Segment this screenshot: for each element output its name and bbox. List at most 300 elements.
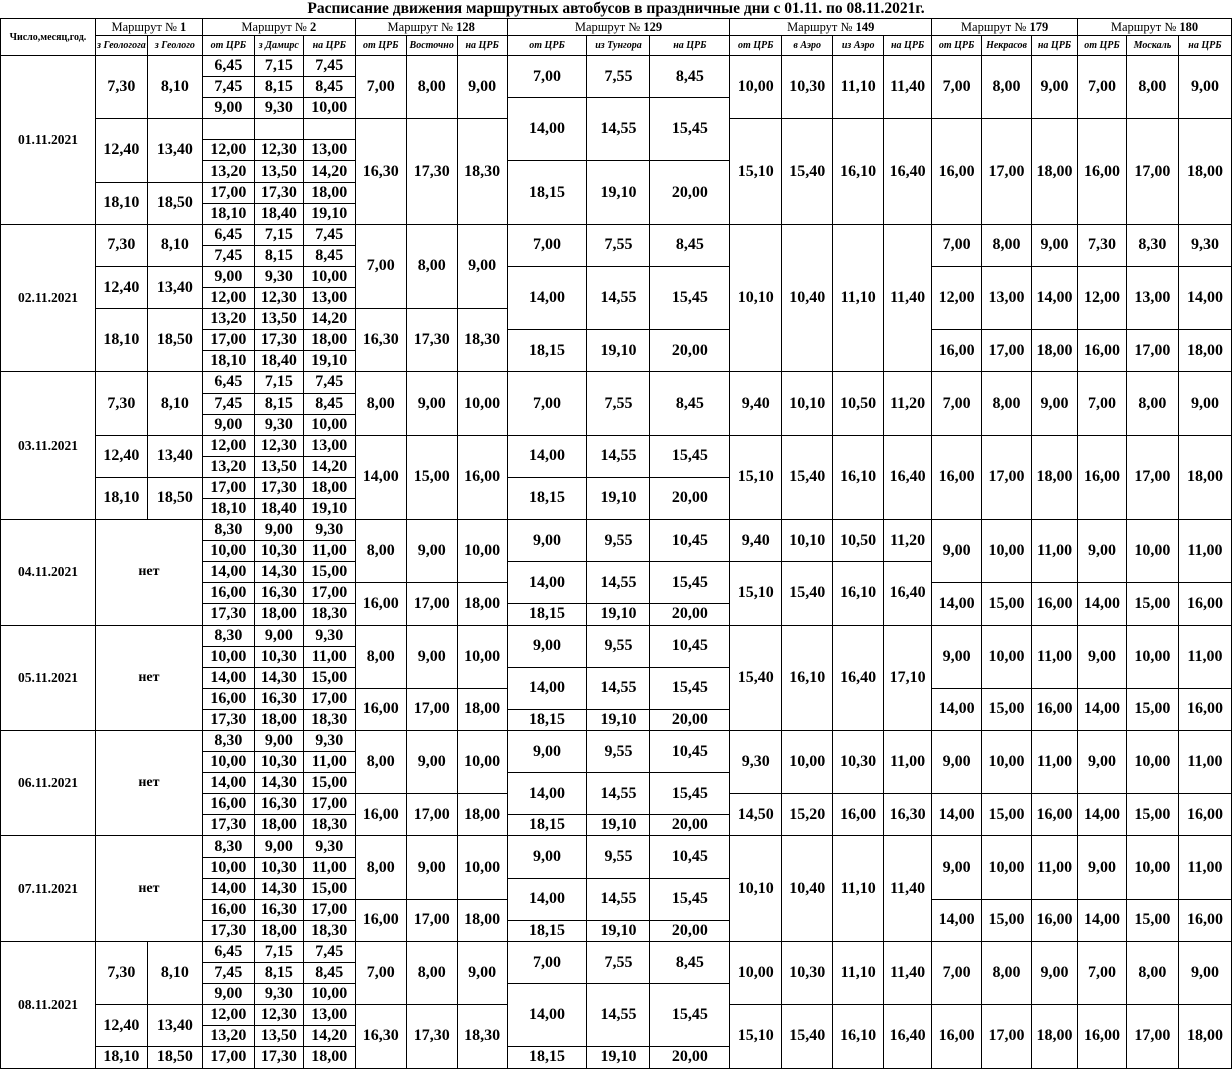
time-cell: 8,00 (355, 836, 406, 899)
time-cell: 10,00 (202, 752, 254, 773)
time-cell: 11,10 (833, 941, 884, 1004)
time-cell: 14,00 (507, 98, 587, 161)
time-cell: 12,40 (95, 435, 147, 477)
time-cell: 16,00 (1078, 119, 1127, 224)
route-header-180: Маршрут № 180 (1078, 19, 1232, 36)
time-cell: 9,00 (507, 836, 587, 878)
time-cell: 18,00 (1032, 435, 1078, 519)
time-cell: 18,00 (457, 688, 507, 730)
time-cell: 11,00 (303, 857, 355, 878)
stop-header: з Дамирс (254, 36, 303, 56)
time-cell: 11,10 (833, 224, 884, 372)
time-cell: 12,00 (202, 435, 254, 456)
time-cell: 18,00 (1178, 1005, 1231, 1068)
stop-header: от ЦРБ (932, 36, 982, 56)
time-cell: 9,55 (587, 731, 650, 773)
time-cell: 18,15 (507, 330, 587, 372)
time-cell: 12,40 (95, 119, 147, 182)
stop-header: из Аэро (833, 36, 884, 56)
time-cell: 9,00 (932, 520, 982, 583)
time-cell: 17,00 (982, 1005, 1032, 1068)
time-cell: 10,00 (202, 857, 254, 878)
time-cell: 15,45 (650, 878, 730, 920)
time-cell: 19,10 (303, 351, 355, 372)
time-cell: 9,00 (406, 836, 457, 899)
time-cell: 17,10 (884, 625, 932, 730)
time-cell: 7,15 (254, 372, 303, 393)
time-cell: 15,45 (650, 98, 730, 161)
time-cell: 10,00 (457, 731, 507, 794)
time-cell: 14,00 (507, 562, 587, 604)
time-cell: 9,00 (1032, 224, 1078, 266)
time-cell: 15,00 (406, 435, 457, 519)
time-cell: 9,30 (254, 414, 303, 435)
time-cell: 18,30 (303, 709, 355, 730)
time-cell: 14,55 (587, 773, 650, 815)
time-cell: 7,45 (303, 372, 355, 393)
time-cell: 20,00 (650, 815, 730, 836)
time-cell: 11,00 (884, 731, 932, 794)
time-cell: 13,50 (254, 1026, 303, 1047)
time-cell: 17,30 (406, 309, 457, 372)
time-cell: 16,00 (833, 794, 884, 836)
time-cell: 10,00 (303, 414, 355, 435)
time-cell: 20,00 (650, 330, 730, 372)
time-cell: 16,00 (355, 688, 406, 730)
time-cell: 16,40 (884, 119, 932, 224)
time-cell: 12,30 (254, 140, 303, 161)
time-cell: 16,00 (1078, 435, 1127, 519)
time-cell: 14,00 (202, 667, 254, 688)
time-cell: 17,00 (303, 583, 355, 604)
time-cell: 7,00 (507, 224, 587, 266)
time-cell: 7,00 (1078, 56, 1127, 119)
time-cell: 17,00 (1126, 119, 1178, 224)
stop-header: на ЦРБ (1032, 36, 1078, 56)
time-cell: 17,00 (202, 182, 254, 203)
time-cell: 16,10 (833, 562, 884, 625)
time-cell: 18,30 (457, 1005, 507, 1068)
time-cell: 12,00 (202, 1005, 254, 1026)
time-cell: 11,00 (303, 541, 355, 562)
time-cell: 14,30 (254, 878, 303, 899)
time-cell: 9,40 (730, 372, 782, 435)
time-cell: 10,30 (782, 56, 833, 119)
time-cell: 7,00 (932, 56, 982, 119)
time-cell: 14,20 (303, 161, 355, 182)
time-cell: 14,55 (587, 435, 650, 477)
time-cell: 20,00 (650, 604, 730, 625)
time-cell: 20,00 (650, 920, 730, 941)
date-cell: 05.11.2021 (1, 625, 96, 730)
route-header-2: Маршрут № 2 (202, 19, 355, 36)
stop-header: на ЦРБ (884, 36, 932, 56)
time-cell: 9,30 (254, 266, 303, 287)
time-cell: 9,30 (1178, 224, 1231, 266)
time-cell: 7,00 (932, 224, 982, 266)
time-cell: 7,00 (1078, 372, 1127, 435)
time-cell: 16,40 (884, 435, 932, 519)
time-cell: 8,45 (303, 963, 355, 984)
time-cell: 11,00 (1178, 731, 1231, 794)
time-cell: 11,20 (884, 520, 932, 562)
time-cell: 18,00 (1032, 119, 1078, 224)
time-cell: 8,30 (202, 836, 254, 857)
time-cell: 16,00 (932, 1005, 982, 1068)
time-cell: 10,00 (982, 625, 1032, 688)
time-cell: 15,00 (303, 667, 355, 688)
time-cell: 8,00 (1126, 372, 1178, 435)
time-cell: 8,00 (355, 372, 406, 435)
time-cell: 18,00 (1178, 119, 1231, 224)
time-cell: 18,00 (1032, 330, 1078, 372)
time-cell: 17,00 (982, 330, 1032, 372)
time-cell: 9,00 (457, 941, 507, 1004)
time-cell: 16,00 (1032, 688, 1078, 730)
time-cell: 14,00 (932, 794, 982, 836)
time-cell: 8,45 (303, 77, 355, 98)
time-cell: 18,40 (254, 351, 303, 372)
time-cell: 9,00 (1032, 56, 1078, 119)
schedule-table (0, 18, 1232, 1069)
time-cell: 16,00 (457, 435, 507, 519)
time-cell: 8,00 (982, 224, 1032, 266)
time-cell: 18,00 (303, 1047, 355, 1068)
time-cell: 20,00 (650, 1047, 730, 1068)
time-cell: 16,40 (884, 1005, 932, 1068)
no-service-cell: нет (95, 520, 202, 625)
time-cell: 11,00 (303, 752, 355, 773)
time-cell: 9,00 (202, 266, 254, 287)
time-cell: 14,20 (303, 1026, 355, 1047)
time-cell: 7,30 (1078, 224, 1127, 266)
time-cell: 14,00 (202, 562, 254, 583)
time-cell: 10,30 (254, 857, 303, 878)
time-cell: 18,15 (507, 815, 587, 836)
time-cell: 16,00 (1178, 794, 1231, 836)
time-cell: 17,00 (1126, 1005, 1178, 1068)
time-cell: 10,45 (650, 625, 730, 667)
time-cell: 13,50 (254, 456, 303, 477)
time-cell: 9,00 (507, 520, 587, 562)
time-cell: 7,45 (202, 393, 254, 414)
time-cell: 7,55 (587, 224, 650, 266)
time-cell: 13,20 (202, 456, 254, 477)
time-cell: 11,00 (1032, 731, 1078, 794)
time-cell: 7,30 (95, 372, 147, 435)
time-cell: 7,00 (355, 56, 406, 119)
time-cell: 8,00 (982, 372, 1032, 435)
time-cell: 9,30 (303, 625, 355, 646)
time-cell: 14,30 (254, 667, 303, 688)
time-cell: 16,00 (1032, 794, 1078, 836)
time-cell: 10,00 (303, 984, 355, 1005)
time-cell: 9,30 (730, 731, 782, 794)
time-cell: 7,00 (507, 372, 587, 435)
time-cell: 14,00 (932, 688, 982, 730)
time-cell: 17,00 (1126, 435, 1178, 519)
time-cell: 7,00 (932, 941, 982, 1004)
time-cell: 18,00 (1178, 330, 1231, 372)
route-header-1: Маршрут № 1 (95, 19, 202, 36)
time-cell: 10,00 (982, 836, 1032, 899)
time-cell: 15,10 (730, 435, 782, 519)
time-cell: 17,00 (202, 330, 254, 351)
time-cell: 20,00 (650, 161, 730, 224)
time-cell: 13,40 (147, 119, 202, 182)
time-cell: 15,10 (730, 119, 782, 224)
time-cell: 10,00 (982, 731, 1032, 794)
time-cell: 17,00 (406, 583, 457, 625)
time-cell: 18,10 (202, 203, 254, 224)
time-cell: 9,00 (1178, 372, 1231, 435)
time-cell: 9,00 (1078, 625, 1127, 688)
time-cell: 14,00 (1078, 583, 1127, 625)
time-cell: 9,00 (507, 625, 587, 667)
time-cell: 17,00 (202, 1047, 254, 1068)
time-cell: 16,00 (202, 688, 254, 709)
time-cell: 14,00 (507, 266, 587, 329)
time-cell: 10,00 (303, 266, 355, 287)
time-cell: 12,30 (254, 1005, 303, 1026)
date-cell: 06.11.2021 (1, 731, 96, 836)
stop-header: от ЦРБ (355, 36, 406, 56)
time-cell: 7,00 (507, 56, 587, 98)
time-cell: 18,30 (457, 119, 507, 224)
time-cell: 14,00 (1078, 688, 1127, 730)
time-cell: 15,45 (650, 773, 730, 815)
time-cell: 7,55 (587, 56, 650, 98)
time-cell: 14,00 (507, 984, 587, 1047)
time-cell: 15,00 (982, 688, 1032, 730)
time-cell: 18,00 (254, 815, 303, 836)
time-cell: 9,00 (1078, 836, 1127, 899)
time-cell: 16,00 (355, 899, 406, 941)
time-cell: 15,40 (782, 1005, 833, 1068)
time-cell: 7,00 (1078, 941, 1127, 1004)
time-cell: 10,00 (202, 646, 254, 667)
time-cell: 17,30 (254, 477, 303, 498)
time-cell: 8,10 (147, 372, 202, 435)
time-cell: 13,00 (303, 1005, 355, 1026)
time-cell: 13,40 (147, 435, 202, 477)
time-cell: 14,55 (587, 562, 650, 604)
stop-header: Некрасов (982, 36, 1032, 56)
time-cell: 8,45 (650, 224, 730, 266)
time-cell: 8,00 (406, 941, 457, 1004)
time-cell: 16,00 (1032, 899, 1078, 941)
time-cell: 19,10 (303, 203, 355, 224)
time-cell: 15,00 (982, 583, 1032, 625)
time-cell: 14,20 (303, 456, 355, 477)
time-cell: 16,10 (833, 1005, 884, 1068)
time-cell: 9,30 (254, 98, 303, 119)
time-cell: 18,50 (147, 477, 202, 519)
time-cell: 8,30 (1126, 224, 1178, 266)
time-cell: 13,00 (1126, 266, 1178, 329)
stop-header: из Тунгора (587, 36, 650, 56)
time-cell: 11,40 (884, 224, 932, 372)
stop-header: Восточно (406, 36, 457, 56)
time-cell: 7,15 (254, 941, 303, 962)
time-cell: 9,00 (254, 731, 303, 752)
time-cell: 16,30 (254, 794, 303, 815)
time-cell: 10,30 (254, 541, 303, 562)
time-cell: 14,55 (587, 667, 650, 709)
time-cell: 9,00 (406, 520, 457, 583)
time-cell: 18,15 (507, 604, 587, 625)
time-cell: 7,00 (355, 224, 406, 308)
time-cell: 14,55 (587, 878, 650, 920)
time-cell (303, 119, 355, 140)
time-cell: 10,00 (303, 98, 355, 119)
time-cell: 8,45 (650, 941, 730, 983)
time-cell: 7,30 (95, 56, 147, 119)
time-cell: 6,45 (202, 56, 254, 77)
time-cell: 7,00 (507, 941, 587, 983)
time-cell: 15,40 (782, 435, 833, 519)
time-cell: 16,40 (833, 625, 884, 730)
time-cell: 17,00 (202, 477, 254, 498)
time-cell: 16,30 (355, 119, 406, 224)
time-cell: 18,15 (507, 161, 587, 224)
stop-header: на ЦРБ (303, 36, 355, 56)
time-cell: 15,20 (782, 794, 833, 836)
time-cell: 16,00 (1078, 1005, 1127, 1068)
time-cell: 7,15 (254, 224, 303, 245)
time-cell: 17,30 (202, 709, 254, 730)
time-cell: 17,00 (406, 899, 457, 941)
time-cell: 16,30 (355, 309, 406, 372)
time-cell: 14,00 (507, 878, 587, 920)
time-cell: 18,30 (303, 815, 355, 836)
time-cell: 15,00 (1126, 688, 1178, 730)
time-cell: 10,00 (730, 56, 782, 119)
time-cell: 15,40 (782, 562, 833, 625)
time-cell: 16,00 (932, 330, 982, 372)
time-cell: 16,10 (833, 119, 884, 224)
time-cell: 10,00 (457, 372, 507, 435)
time-cell: 14,00 (932, 899, 982, 941)
time-cell: 19,10 (587, 920, 650, 941)
time-cell: 19,10 (587, 477, 650, 519)
time-cell: 7,55 (587, 372, 650, 435)
time-cell: 17,00 (303, 794, 355, 815)
time-cell: 8,00 (355, 520, 406, 583)
time-cell: 7,45 (303, 224, 355, 245)
stop-header: от ЦРБ (730, 36, 782, 56)
time-cell: 10,40 (782, 836, 833, 941)
time-cell: 13,20 (202, 161, 254, 182)
time-cell: 12,00 (932, 266, 982, 329)
time-cell: 8,00 (406, 56, 457, 119)
time-cell: 8,00 (406, 224, 457, 308)
time-cell: 14,30 (254, 773, 303, 794)
time-cell: 18,40 (254, 203, 303, 224)
route-header-149: Маршрут № 149 (730, 19, 932, 36)
time-cell: 15,40 (730, 625, 782, 730)
time-cell: 17,30 (406, 119, 457, 224)
time-cell: 18,10 (202, 351, 254, 372)
time-cell: 12,40 (95, 1005, 147, 1047)
time-cell: 15,00 (982, 899, 1032, 941)
time-cell: 13,00 (982, 266, 1032, 329)
time-cell: 17,30 (254, 182, 303, 203)
time-cell: 10,10 (782, 372, 833, 435)
time-cell: 8,15 (254, 963, 303, 984)
route-header-179: Маршрут № 179 (932, 19, 1078, 36)
time-cell: 16,00 (1032, 583, 1078, 625)
time-cell: 14,50 (730, 794, 782, 836)
date-column-header: Число,месяц,год. (1, 19, 96, 56)
time-cell: 10,00 (1126, 731, 1178, 794)
time-cell: 18,10 (95, 1047, 147, 1068)
time-cell: 18,50 (147, 309, 202, 372)
time-cell: 10,00 (982, 520, 1032, 583)
time-cell: 10,10 (730, 224, 782, 372)
time-cell: 8,10 (147, 56, 202, 119)
time-cell: 18,10 (202, 498, 254, 519)
date-cell: 07.11.2021 (1, 836, 96, 941)
time-cell: 18,00 (254, 604, 303, 625)
time-cell: 10,30 (782, 941, 833, 1004)
time-cell: 18,00 (457, 899, 507, 941)
time-cell: 17,00 (982, 435, 1032, 519)
time-cell: 14,00 (507, 667, 587, 709)
time-cell: 13,50 (254, 161, 303, 182)
stop-header: в Аэро (782, 36, 833, 56)
time-cell: 18,30 (457, 309, 507, 372)
time-cell: 7,15 (254, 56, 303, 77)
no-service-cell: нет (95, 836, 202, 941)
date-cell: 03.11.2021 (1, 372, 96, 520)
time-cell: 15,00 (1126, 899, 1178, 941)
time-cell: 8,45 (650, 56, 730, 98)
time-cell: 7,45 (202, 245, 254, 266)
time-cell: 9,00 (1178, 941, 1231, 1004)
time-cell: 17,00 (1126, 330, 1178, 372)
time-cell: 9,30 (303, 731, 355, 752)
time-cell: 9,00 (1032, 941, 1078, 1004)
time-cell: 10,00 (457, 836, 507, 899)
time-cell: 15,00 (303, 878, 355, 899)
time-cell: 8,00 (355, 625, 406, 688)
time-cell (254, 119, 303, 140)
time-cell: 18,00 (303, 477, 355, 498)
time-cell: 16,00 (932, 435, 982, 519)
time-cell: 9,55 (587, 520, 650, 562)
time-cell: 11,10 (833, 56, 884, 119)
time-cell: 12,00 (1078, 266, 1127, 329)
time-cell: 7,45 (202, 963, 254, 984)
time-cell: 16,00 (202, 899, 254, 920)
no-service-cell: нет (95, 731, 202, 836)
time-cell: 11,20 (884, 372, 932, 435)
time-cell: 11,40 (884, 56, 932, 119)
time-cell: 16,10 (782, 625, 833, 730)
time-cell: 18,10 (95, 477, 147, 519)
time-cell: 10,00 (1126, 625, 1178, 688)
time-cell: 19,10 (587, 815, 650, 836)
time-cell (202, 119, 254, 140)
time-cell: 17,00 (303, 688, 355, 709)
time-cell: 11,00 (1032, 520, 1078, 583)
time-cell: 8,45 (650, 372, 730, 435)
time-cell: 16,00 (1178, 899, 1231, 941)
time-cell: 11,00 (1178, 520, 1231, 583)
time-cell: 19,10 (587, 161, 650, 224)
no-service-cell: нет (95, 625, 202, 730)
